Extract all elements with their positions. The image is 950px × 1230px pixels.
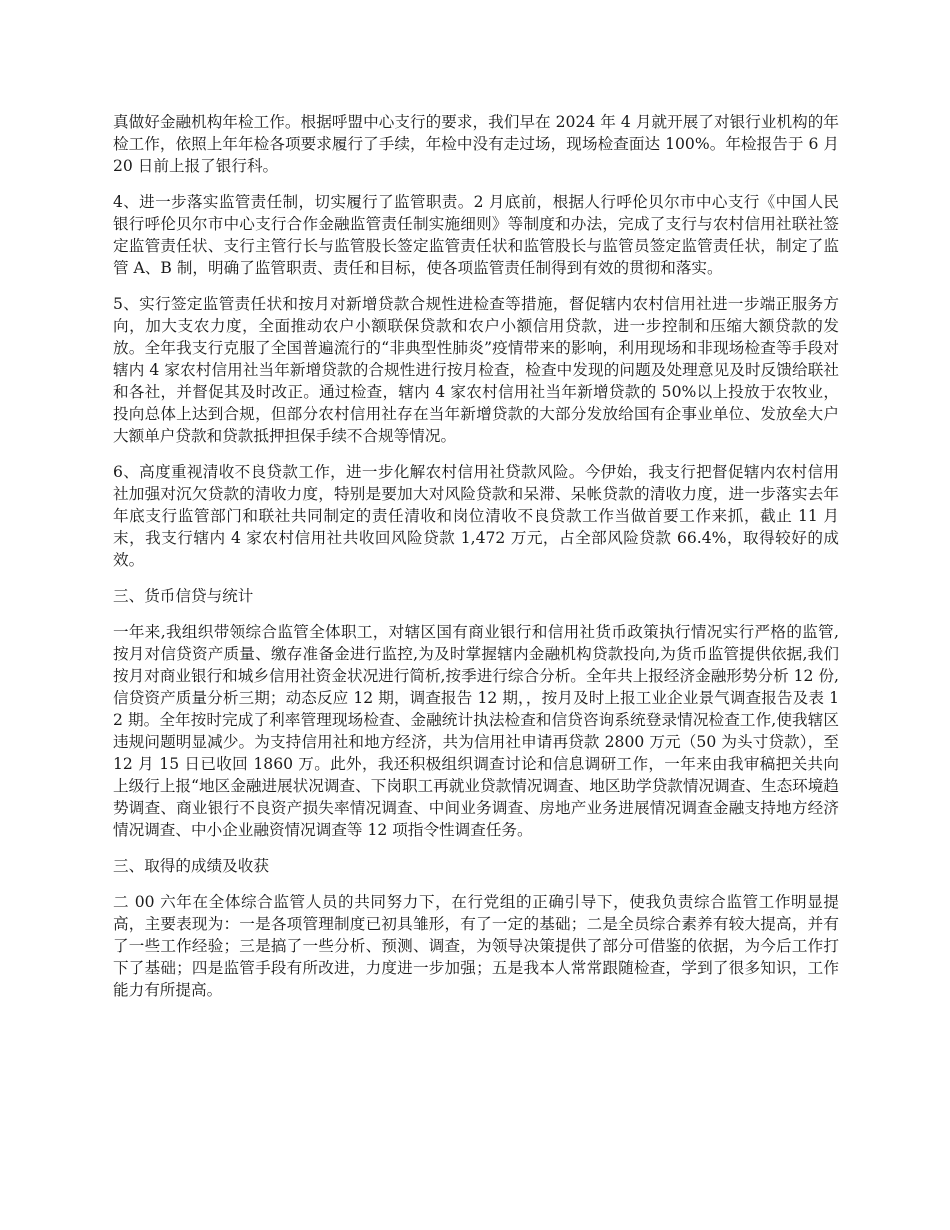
paragraph-credit-statistics: 一年来,我组织带领综合监管全体职工，对辖区国有商业银行和信用社货币政策执行情况实行严格的监管,按月对信贷资产质量、缴存准备金进行监控,为及时掌握辖内金融机构贷款投向,为货币监管提供依据,我们按月对商业银行和城乡信用社资金状况进行简析,按季进行综合分析。全年共上报经济金融形势分析 12 份,信贷资产质量分析三期；动态反应 12 期，调查报告 12 期，，按月及时上报工业企业景气调查报告及表 12 期。全年按时完成了利率管理现场检查、金融统计执法检查和信贷咨询系统登录情况检查工作,使我辖区违规问题明显减少。为支持信用社和地方经济，共为信用社申请再贷款 2800 万元（50 为头寸贷款），至 12 月 15 日已收回 1860 万。此外，我还积极组织调查讨论和信息调研工作，一年来由我审稿把关共向上级行上报“地区金融进展状况调查、下岗职工再就业贷款情况调查、地区助学贷款情况调查、生态环境趋势调查、商业银行不良资产损失率情况调查、中间业务调查、房地产业务进展情况调查金融支持地方经济情况调查、中小企业融资情况调查等 12 项指令性调查任务。 (113, 623, 839, 839)
section-heading-credit-statistics: 三、货币信贷与统计 (113, 587, 254, 605)
paragraph-item-4-responsibility: 4、进一步落实监管责任制，切实履行了监管职责。2 月底前，根据人行呼伦贝尔市中心支行《中国人民银行呼伦贝尔市中心支行合作金融监管责任制实施细则》等制度和办法，完成了支行与农村信用社联社签定监管责任状、支行主管行长与监管股长签定监管责任状和监管股长与监管员签定监管责任状，制定了监管 A、B 制，明确了监管职责、责任和目标，使各项监管责任制得到有效的贯彻和落实。 (113, 193, 839, 277)
paragraph-achievements: 二 00 六年在全体综合监管人员的共同努力下，在行党组的正确引导下，使我负责综合监管工作明显提高，主要表现为：一是各项管理制度已初具雏形，有了一定的基础；二是全员综合素养有较大提高，并有了一些工作经验；三是搞了一些分析、预测、调查，为领导决策提供了部分可借鉴的依据，为今后工作打下了基础；四是监管手段有所改进，力度进一步加强；五是我本人常常跟随检查，学到了很多知识，工作能力有所提高。 (113, 893, 839, 999)
document-body (113, 111, 839, 1015)
section-heading-achievements: 三、取得的成绩及收获 (113, 857, 269, 875)
paragraph-item-6-bad-loans: 6、高度重视清收不良贷款工作，进一步化解农村信用社贷款风险。今伊始，我支行把督促辖内农村信用社加强对沉欠贷款的清收力度，特别是要加大对风险贷款和呆滞、呆帐贷款的清收力度，进一步落实去年年底支行监管部门和联社共同制定的责任清收和岗位清收不良贷款工作当做首要工作来抓，截止 11 月末，我支行辖内 4 家农村信用社共收回风险贷款 1,472 万元，占全部风险贷款 66.4%，取得较好的成效。 (113, 463, 839, 569)
paragraph-item-5-loan-compliance: 5、实行签定监管责任状和按月对新增贷款合规性进检查等措施，督促辖内农村信用社进一步端正服务方向，加大支农力度，全面推动农户小额联保贷款和农户小额信用贷款，进一步控制和压缩大额贷款的发放。全年我支行克服了全国普遍流行的“非典型性肺炎”疫情带来的影响，利用现场和非现场检查等手段对辖内 4 家农村信用社当年新增贷款的合规性进行按月检查，检查中发现的问题及处理意见及时反馈给联社和各社，并督促其及时改正。通过检查，辖内 4 家农村信用社当年新增贷款的 50%以上投放于农牧业，投向总体上达到合规，但部分农村信用社存在当年新增贷款的大部分发放给国有企事业单位、发放垒大户大额单户贷款和贷款抵押担保手续不合规等情况。 (113, 295, 839, 445)
paragraph-annual-inspection: 真做好金融机构年检工作。根据呼盟中心支行的要求，我们早在 2024 年 4 月就开展了对银行业机构的年检工作，依照上年年检各项要求履行了手续，年检中没有走过场，现场检查面达 100%。年检报告于 6 月 20 日前上报了银行科。 (113, 113, 839, 175)
